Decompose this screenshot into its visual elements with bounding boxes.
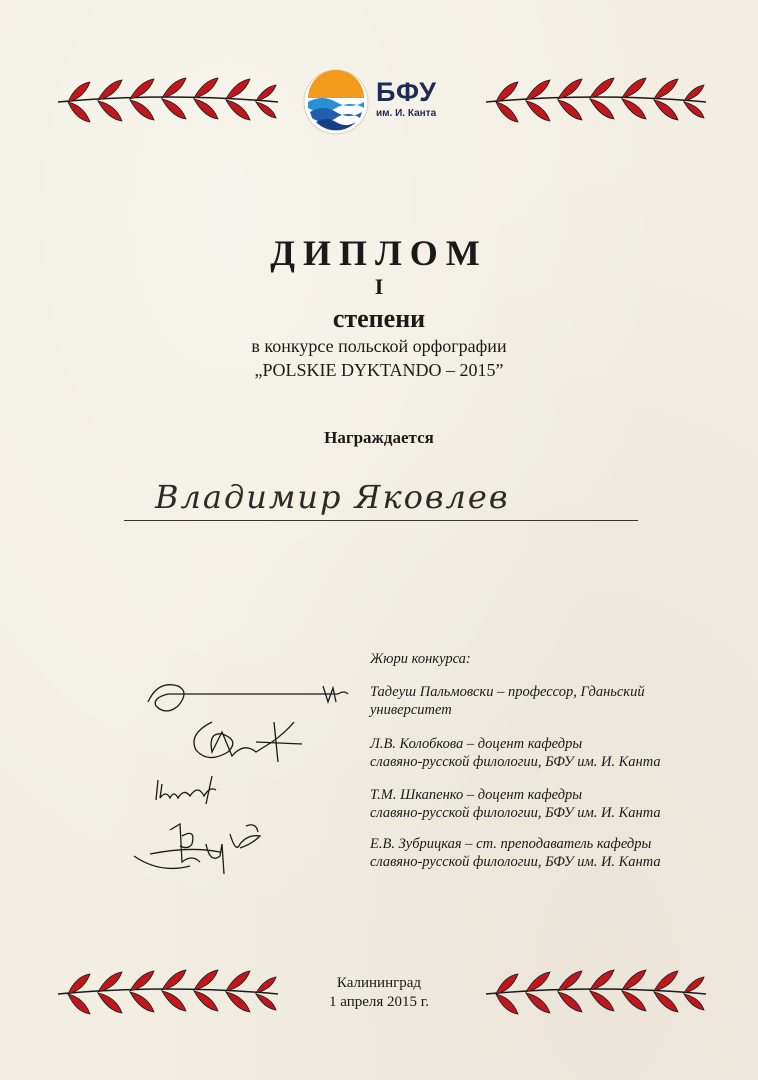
signature-4 (130, 814, 280, 884)
degree-word: степени (332, 304, 426, 333)
university-logo (302, 68, 462, 136)
logo-main-text: БФУ (376, 77, 437, 107)
sun-wave-emblem-icon (302, 68, 370, 136)
diploma-title: ДИПЛОМ (270, 233, 488, 273)
jury-member-line2: славяно-русской филологии, БФУ им. И. Канта (370, 754, 661, 770)
recipient-name-line (124, 520, 638, 521)
footer-date: 1 апреля 2015 г. (329, 994, 429, 1010)
jury-member-line2: славяно-русской филологии, БФУ им. И. Канта (370, 854, 661, 870)
jury-member-line2: славяно-русской филологии, БФУ им. И. Канта (370, 805, 661, 821)
jury-member (370, 786, 661, 822)
signature-2 (182, 712, 322, 768)
contest-line-1: в конкурсе польской орфографии (251, 336, 507, 356)
jury-title: Жюри конкурса: (370, 651, 471, 667)
signature-3 (152, 770, 232, 806)
awarded-label: Награждается (324, 428, 434, 447)
jury-member-line1: Е.В. Зубрицкая – ст. преподаватель кафедры (370, 836, 652, 852)
jury-member (370, 835, 661, 871)
jury-member-line1: Т.М. Шкапенко – доцент кафедры (370, 787, 583, 803)
recipient-name-handwritten: Владимир Яковлев (155, 478, 510, 516)
logo-text-block (376, 78, 437, 120)
jury-member-line1: Л.В. Колобкова – доцент кафедры (370, 736, 583, 752)
logo-sub-text: им. И. Канта (376, 108, 437, 119)
ornament-top-left (48, 74, 288, 130)
jury-member-line1: Тадеуш Пальмовски – профессор, Гданьский (370, 684, 645, 700)
degree-number: I (374, 274, 384, 299)
footer-city: Калининград (336, 975, 422, 991)
jury-member-line2: университет (370, 702, 452, 718)
ornament-top-right (476, 74, 716, 130)
contest-line-2: „POLSKIE DYKTANDO – 2015” (254, 360, 504, 380)
jury-member (370, 683, 645, 719)
jury-member (370, 735, 661, 771)
